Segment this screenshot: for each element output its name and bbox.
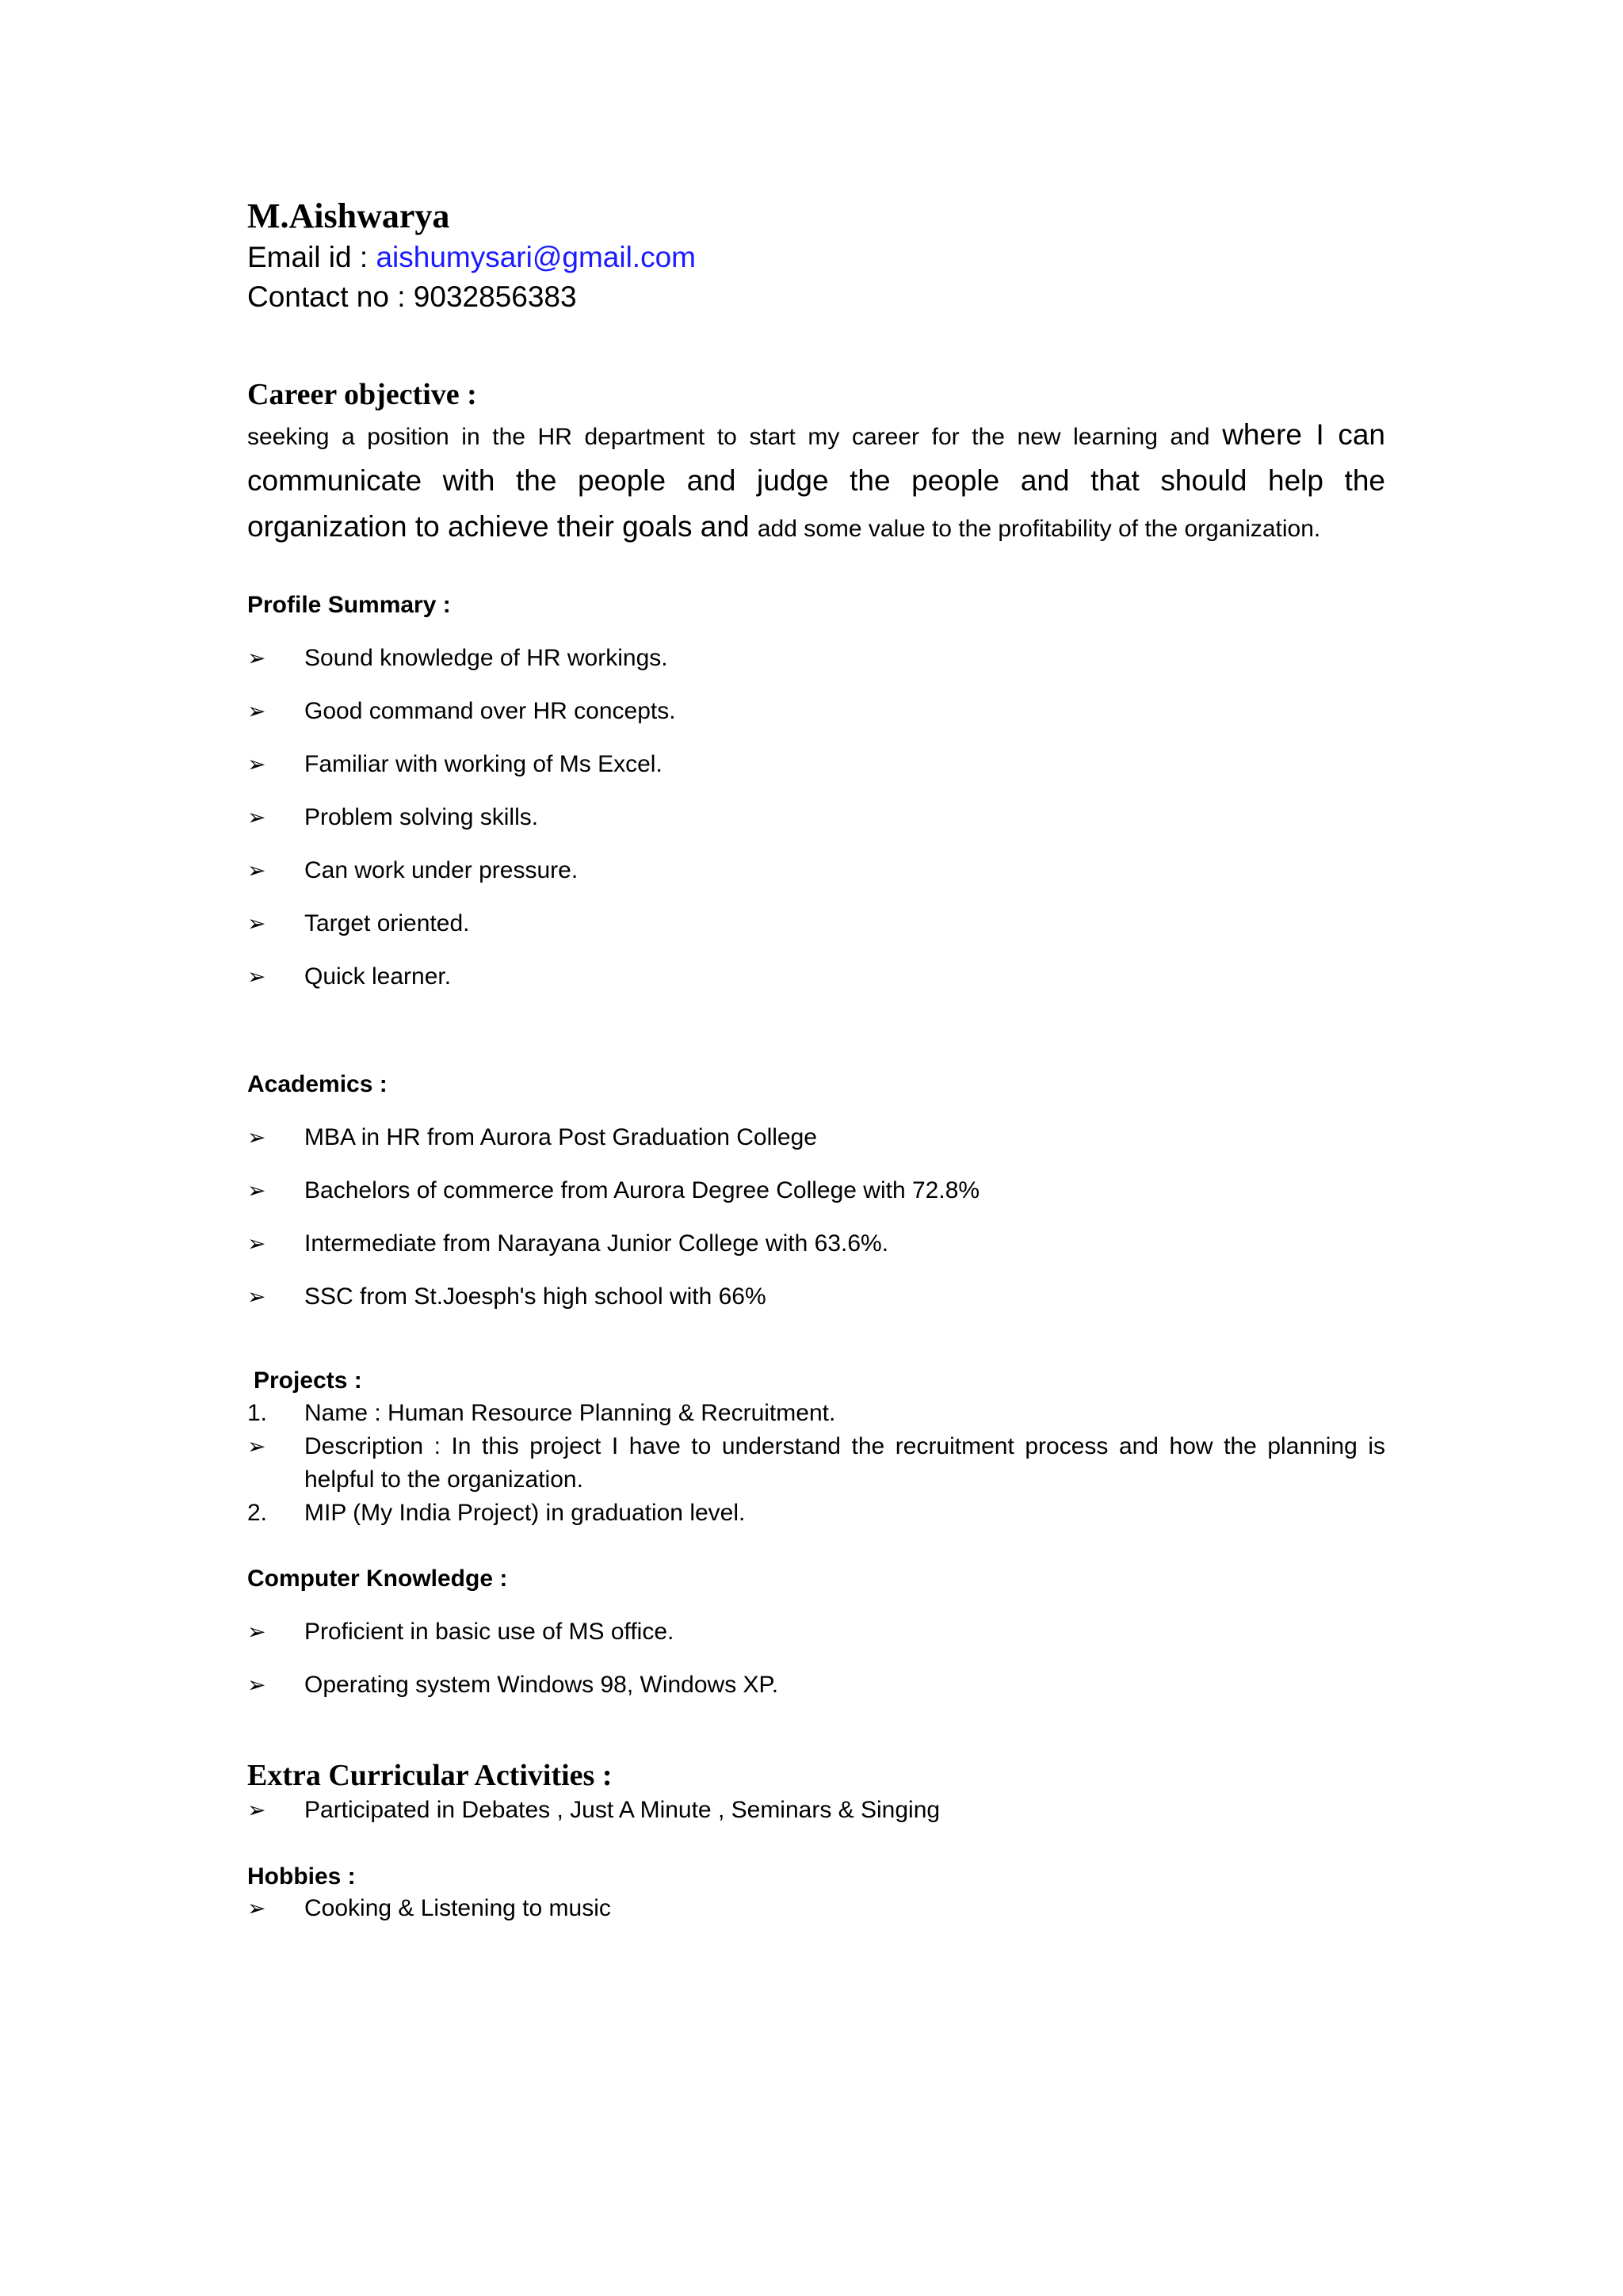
arrow-bullet-icon: ➢	[247, 1672, 266, 1698]
arrow-bullet-icon: ➢	[247, 1619, 266, 1645]
list-item: ➢ Sound knowledge of HR workings.	[247, 643, 1385, 674]
list-item: ➢ Familiar with working of Ms Excel.	[247, 749, 1385, 780]
project-entry: 2. MIP (My India Project) in graduation level.	[247, 1497, 1385, 1530]
arrow-bullet-icon: ➢	[247, 1433, 266, 1459]
objective-part-1: seeking a position in the HR department to start my career for the new learning and	[247, 424, 1223, 450]
email-line	[247, 238, 1385, 277]
contact-line	[247, 277, 1385, 317]
extra-curricular-list	[247, 1794, 1385, 1826]
hobbies-list	[247, 1893, 1385, 1924]
arrow-bullet-icon: ➢	[247, 1230, 266, 1257]
list-item: ➢ Operating system Windows 98, Windows XP.	[247, 1669, 1385, 1701]
list-item: ➢ Participated in Debates , Just A Minute , Seminars & Singing	[247, 1794, 1385, 1826]
academics-list	[247, 1122, 1385, 1313]
list-number: 2.	[247, 1500, 268, 1526]
arrow-bullet-icon: ➢	[247, 857, 266, 883]
email-label: Email id :	[247, 241, 376, 273]
arrow-bullet-icon: ➢	[247, 1797, 266, 1823]
list-item: ➢ Quick learner.	[247, 961, 1385, 993]
arrow-bullet-icon: ➢	[247, 804, 266, 830]
list-item: ➢ SSC from St.Joesph's high school with 66%	[247, 1281, 1385, 1313]
contact-number: 9032856383	[413, 280, 577, 313]
arrow-bullet-icon: ➢	[247, 910, 266, 936]
profile-summary-title: Profile Summary :	[247, 592, 451, 618]
arrow-bullet-icon: ➢	[247, 1283, 266, 1310]
list-item: ➢ Problem solving skills.	[247, 802, 1385, 833]
candidate-name: M.Aishwarya	[247, 196, 450, 235]
computer-knowledge-title: Computer Knowledge :	[247, 1566, 508, 1592]
academics-title: Academics :	[247, 1071, 388, 1097]
contact-label: Contact no :	[247, 280, 414, 313]
hobbies-title: Hobbies :	[247, 1863, 356, 1890]
project-entry: 1. Name : Human Resource Planning & Recruitment.	[247, 1397, 1385, 1430]
list-item: ➢ Bachelors of commerce from Aurora Degree College with 72.8%	[247, 1175, 1385, 1207]
arrow-bullet-icon: ➢	[247, 1124, 266, 1150]
arrow-bullet-icon: ➢	[247, 698, 266, 724]
project-entry: ➢ Description : In this project I have to understand the recruitment process and how the planning is helpful to the organization.	[247, 1430, 1385, 1497]
arrow-bullet-icon: ➢	[247, 645, 266, 671]
projects-title: Projects :	[254, 1367, 362, 1394]
list-item: ➢ Intermediate from Narayana Junior College with 63.6%.	[247, 1228, 1385, 1260]
objective-part-2: where I can communicate with the people and judge the people and that should help the organization to achieve their goals and	[247, 418, 1385, 543]
career-objective-text	[247, 415, 1385, 553]
arrow-bullet-icon: ➢	[247, 963, 266, 990]
arrow-bullet-icon: ➢	[247, 751, 266, 777]
objective-part-3: add some value to the profitability of the organization.	[757, 516, 1321, 542]
list-item: ➢ Can work under pressure.	[247, 855, 1385, 887]
profile-summary-list	[247, 643, 1385, 993]
resume-page	[247, 195, 1385, 1924]
list-item: ➢ Good command over HR concepts.	[247, 696, 1385, 727]
email-link[interactable]: aishumysari@gmail.com	[376, 241, 696, 273]
arrow-bullet-icon: ➢	[247, 1895, 266, 1921]
computer-knowledge-list	[247, 1616, 1385, 1701]
list-item: ➢ Proficient in basic use of MS office.	[247, 1616, 1385, 1648]
list-number: 1.	[247, 1400, 268, 1426]
extra-curricular-title: Extra Curricular Activities :	[247, 1759, 613, 1792]
career-objective-title: Career objective :	[247, 378, 477, 411]
arrow-bullet-icon: ➢	[247, 1177, 266, 1203]
list-item: ➢ MBA in HR from Aurora Post Graduation College	[247, 1122, 1385, 1154]
list-item: ➢ Target oriented.	[247, 908, 1385, 940]
list-item: ➢ Cooking & Listening to music	[247, 1893, 1385, 1924]
